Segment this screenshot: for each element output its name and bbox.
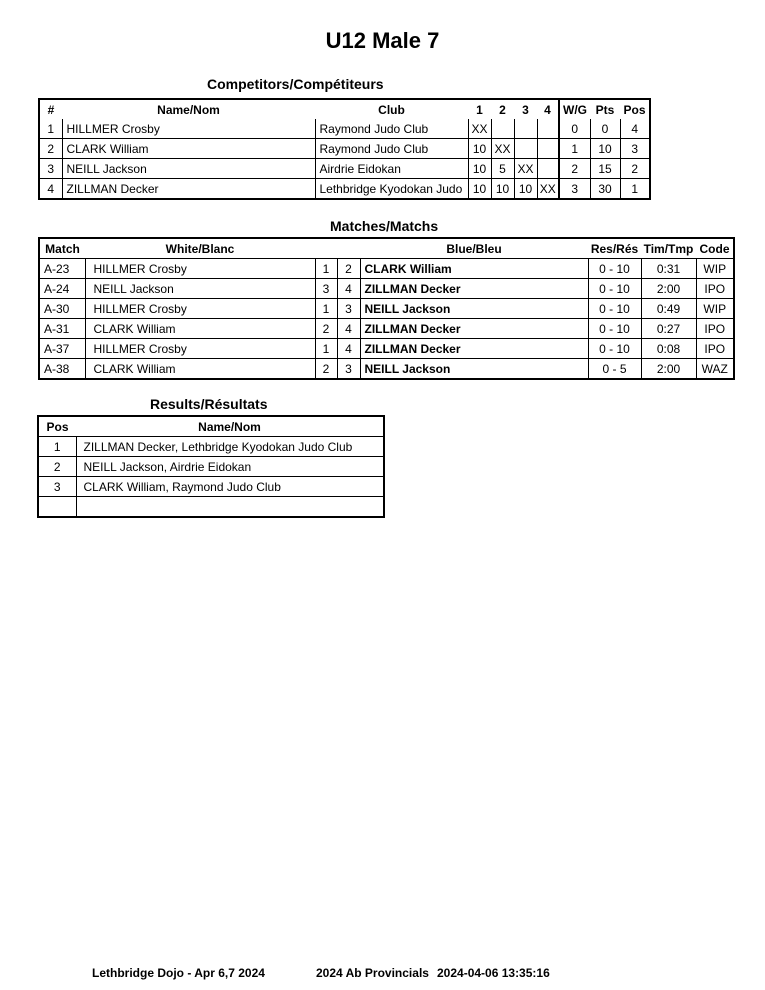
score-vs-4 bbox=[537, 119, 559, 139]
col-header-pts: Pts bbox=[595, 102, 615, 117]
competitor-wg: 1 bbox=[559, 139, 590, 159]
competitors-header-row bbox=[39, 99, 650, 119]
competitor-pts: 15 bbox=[590, 159, 620, 179]
score-vs-3 bbox=[514, 119, 537, 139]
match-result: 0 - 5 bbox=[588, 359, 641, 380]
competitor-pos: 1 bbox=[620, 179, 650, 200]
col-header-res: Res/Rés bbox=[590, 241, 639, 256]
col-header-result-name: Name/Nom bbox=[198, 419, 261, 434]
col-header-pos: Pos bbox=[623, 102, 646, 117]
competitor-num: 4 bbox=[39, 179, 62, 200]
match-id: A-24 bbox=[39, 279, 85, 299]
result-name bbox=[76, 497, 384, 518]
score-vs-2 bbox=[491, 119, 514, 139]
score-vs-4 bbox=[537, 159, 559, 179]
score-vs-3: 10 bbox=[514, 179, 537, 200]
col-header-white: White/Blanc bbox=[165, 241, 235, 256]
competitor-pts: 10 bbox=[590, 139, 620, 159]
match-id: A-38 bbox=[39, 359, 85, 380]
result-pos: 2 bbox=[38, 457, 76, 477]
white-player: HILLMER Crosby bbox=[85, 299, 315, 319]
competitor-num: 2 bbox=[39, 139, 62, 159]
competitor-pos: 2 bbox=[620, 159, 650, 179]
result-name: NEILL Jackson, Airdrie Eidokan bbox=[76, 457, 384, 477]
result-row bbox=[38, 437, 384, 457]
results-heading: Results/Résultats bbox=[150, 396, 268, 412]
score-vs-2: 5 bbox=[491, 159, 514, 179]
competitor-name: HILLMER Crosby bbox=[62, 119, 315, 139]
white-number: 1 bbox=[315, 339, 337, 359]
score-vs-4: XX bbox=[537, 179, 559, 200]
competitor-club: Raymond Judo Club bbox=[315, 119, 468, 139]
competitor-row bbox=[39, 159, 650, 179]
results-table bbox=[37, 415, 385, 518]
white-player: NEILL Jackson bbox=[85, 279, 315, 299]
col-header-match: Match bbox=[45, 241, 80, 256]
match-time: 0:27 bbox=[641, 319, 696, 339]
result-name: CLARK William, Raymond Judo Club bbox=[76, 477, 384, 497]
competitor-wg: 2 bbox=[559, 159, 590, 179]
col-header-1: 1 bbox=[476, 102, 483, 117]
score-vs-3 bbox=[514, 139, 537, 159]
match-row bbox=[39, 319, 734, 339]
match-time: 0:31 bbox=[641, 259, 696, 279]
col-header-num: # bbox=[47, 102, 55, 117]
match-time: 0:08 bbox=[641, 339, 696, 359]
competitor-num: 3 bbox=[39, 159, 62, 179]
col-header-blue: Blue/Bleu bbox=[446, 241, 502, 256]
white-number: 2 bbox=[315, 359, 337, 380]
competitor-pos: 4 bbox=[620, 119, 650, 139]
result-row bbox=[38, 457, 384, 477]
match-code: IPO bbox=[696, 339, 734, 359]
col-header-code: Code bbox=[699, 241, 730, 256]
blue-number: 3 bbox=[337, 299, 360, 319]
match-result: 0 - 10 bbox=[588, 319, 641, 339]
col-header-name: Name/Nom bbox=[157, 102, 220, 117]
result-pos: 1 bbox=[38, 437, 76, 457]
white-player: CLARK William bbox=[85, 359, 315, 380]
match-result: 0 - 10 bbox=[588, 339, 641, 359]
match-id: A-31 bbox=[39, 319, 85, 339]
match-row bbox=[39, 359, 734, 380]
white-player: CLARK William bbox=[85, 319, 315, 339]
match-code: WAZ bbox=[696, 359, 734, 380]
blue-number: 4 bbox=[337, 279, 360, 299]
score-vs-3: XX bbox=[514, 159, 537, 179]
result-name: ZILLMAN Decker, Lethbridge Kyodokan Judo Club bbox=[76, 437, 384, 457]
match-result: 0 - 10 bbox=[588, 279, 641, 299]
matches-heading: Matches/Matchs bbox=[330, 218, 439, 234]
match-code: WIP bbox=[696, 259, 734, 279]
score-vs-1: XX bbox=[468, 119, 491, 139]
match-code: IPO bbox=[696, 279, 734, 299]
col-header-club: Club bbox=[378, 102, 405, 117]
blue-player: CLARK William bbox=[360, 259, 588, 279]
competitor-name: ZILLMAN Decker bbox=[62, 179, 315, 200]
match-time: 2:00 bbox=[641, 359, 696, 380]
blue-player: ZILLMAN Decker bbox=[360, 319, 588, 339]
result-row bbox=[38, 477, 384, 497]
match-result: 0 - 10 bbox=[588, 299, 641, 319]
white-number: 1 bbox=[315, 299, 337, 319]
score-vs-1: 10 bbox=[468, 139, 491, 159]
score-vs-1: 10 bbox=[468, 159, 491, 179]
competitor-club: Lethbridge Kyodokan Judo bbox=[315, 179, 468, 200]
match-id: A-23 bbox=[39, 259, 85, 279]
white-number: 1 bbox=[315, 259, 337, 279]
competitor-name: NEILL Jackson bbox=[62, 159, 315, 179]
blue-player: ZILLMAN Decker bbox=[360, 339, 588, 359]
match-time: 2:00 bbox=[641, 279, 696, 299]
match-code: IPO bbox=[696, 319, 734, 339]
competitor-club: Airdrie Eidokan bbox=[315, 159, 468, 179]
match-id: A-30 bbox=[39, 299, 85, 319]
col-header-3: 3 bbox=[522, 102, 529, 117]
white-player: HILLMER Crosby bbox=[85, 339, 315, 359]
col-header-time: Tim/Tmp bbox=[643, 241, 694, 256]
blue-number: 2 bbox=[337, 259, 360, 279]
match-row bbox=[39, 279, 734, 299]
competitor-club: Raymond Judo Club bbox=[315, 139, 468, 159]
blue-player: NEILL Jackson bbox=[360, 359, 588, 380]
competitor-pts: 30 bbox=[590, 179, 620, 200]
competitors-table bbox=[38, 98, 651, 200]
footer-venue: Lethbridge Dojo - Apr 6,7 2024 bbox=[92, 966, 265, 980]
competitor-name: CLARK William bbox=[62, 139, 315, 159]
blue-number: 3 bbox=[337, 359, 360, 380]
match-row bbox=[39, 259, 734, 279]
blue-player: ZILLMAN Decker bbox=[360, 279, 588, 299]
score-vs-2: 10 bbox=[491, 179, 514, 200]
match-code: WIP bbox=[696, 299, 734, 319]
match-row bbox=[39, 339, 734, 359]
matches-header-row bbox=[39, 238, 734, 259]
result-pos bbox=[38, 497, 76, 518]
results-header-row bbox=[38, 416, 384, 437]
competitor-pts: 0 bbox=[590, 119, 620, 139]
score-vs-2: XX bbox=[491, 139, 514, 159]
score-vs-1: 10 bbox=[468, 179, 491, 200]
competitor-num: 1 bbox=[47, 121, 55, 136]
competitor-wg: 3 bbox=[559, 179, 590, 200]
competitors-heading: Competitors/Compétiteurs bbox=[207, 76, 384, 92]
score-vs-4 bbox=[537, 139, 559, 159]
footer-event: 2024 Ab Provincials bbox=[316, 966, 429, 980]
white-number: 2 bbox=[315, 319, 337, 339]
blue-number: 4 bbox=[337, 339, 360, 359]
blue-player: NEILL Jackson bbox=[360, 299, 588, 319]
competitor-pos: 3 bbox=[620, 139, 650, 159]
match-row bbox=[39, 299, 734, 319]
blue-number: 4 bbox=[337, 319, 360, 339]
result-row bbox=[38, 497, 384, 518]
col-header-2: 2 bbox=[499, 102, 506, 117]
match-time: 0:49 bbox=[641, 299, 696, 319]
col-header-wg: W/G bbox=[559, 99, 590, 119]
col-header-result-pos: Pos bbox=[46, 419, 69, 434]
white-number: 3 bbox=[315, 279, 337, 299]
col-header-4: 4 bbox=[544, 102, 551, 117]
footer-timestamp: 2024-04-06 13:35:16 bbox=[437, 966, 550, 980]
result-pos: 3 bbox=[38, 477, 76, 497]
matches-table bbox=[38, 237, 735, 380]
match-id: A-37 bbox=[39, 339, 85, 359]
white-player: HILLMER Crosby bbox=[85, 259, 315, 279]
competitor-row bbox=[39, 139, 650, 159]
match-result: 0 - 10 bbox=[588, 259, 641, 279]
competitor-row bbox=[39, 179, 650, 200]
competitor-row bbox=[39, 119, 650, 139]
page-title: U12 Male 7 bbox=[325, 28, 440, 53]
competitor-wg: 0 bbox=[559, 119, 590, 139]
